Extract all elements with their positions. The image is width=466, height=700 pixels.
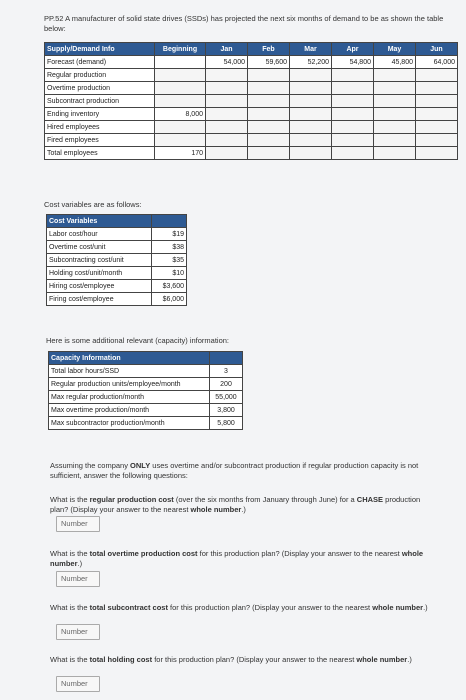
plan-row	[45, 56, 458, 69]
cost-row	[47, 241, 187, 254]
cost-table-body	[47, 228, 187, 306]
capacity-row-label: Max subcontractor production/month	[49, 417, 210, 430]
capacity-row-value: 55,000	[210, 391, 243, 404]
plan-row	[45, 95, 458, 108]
plan-cell	[206, 108, 248, 121]
plan-cell	[290, 108, 332, 121]
plan-cell	[248, 147, 290, 160]
cost-table-header-blank	[152, 215, 187, 228]
plan-cell	[332, 121, 374, 134]
capacity-table-header: Capacity Information	[49, 352, 210, 365]
problem-intro: PP.52 A manufacturer of solid state drives (SSDs) has projected the next six months of demand to be as shown the table below:	[44, 14, 444, 33]
plan-cell	[332, 95, 374, 108]
plan-cell	[206, 69, 248, 82]
plan-cell	[290, 121, 332, 134]
question-1-pre: What is the	[50, 495, 90, 504]
plan-cell	[248, 134, 290, 147]
plan-row	[45, 134, 458, 147]
capacity-row-value: 5,800	[210, 417, 243, 430]
cost-row-value: $3,600	[152, 280, 187, 293]
answer-1-input[interactable]: Number	[56, 516, 100, 532]
capacity-row-label: Max overtime production/month	[49, 404, 210, 417]
plan-cell	[248, 95, 290, 108]
cost-row-value: $19	[152, 228, 187, 241]
question-1-end: .)	[241, 505, 246, 514]
capacity-row	[49, 378, 243, 391]
plan-row-label: Overtime production	[45, 82, 155, 95]
capacity-table	[48, 351, 243, 430]
question-2-post: .)	[77, 559, 83, 568]
question-1-bold2: CHASE	[356, 495, 384, 504]
col-header-feb: Feb	[248, 43, 290, 56]
col-header-supply-demand: Supply/Demand Info	[45, 43, 155, 56]
plan-row	[45, 69, 458, 82]
plan-cell: 64,000	[416, 56, 458, 69]
plan-cell: 45,800	[374, 56, 416, 69]
col-header-may: May	[374, 43, 416, 56]
question-2-mid: for this production plan? (Display your answer to the nearest	[197, 549, 402, 558]
plan-cell	[290, 82, 332, 95]
plan-cell	[374, 82, 416, 95]
capacity-row-label: Regular production units/employee/month	[49, 378, 210, 391]
question-3-mid: for this production plan? (Display your answer to the nearest	[167, 603, 373, 612]
capacity-table-header-blank	[210, 352, 243, 365]
question-1-mid: (over the six months from January through June) for a	[173, 495, 357, 504]
question-1-bold: regular production cost	[89, 495, 174, 504]
plan-cell	[206, 134, 248, 147]
plan-row-label: Fired employees	[45, 134, 155, 147]
plan-cell	[332, 134, 374, 147]
capacity-row-value: 3	[210, 365, 243, 378]
plan-row	[45, 121, 458, 134]
cost-row-value: $38	[152, 241, 187, 254]
plan-cell	[374, 69, 416, 82]
plan-cell: 59,600	[248, 56, 290, 69]
plan-cell	[290, 95, 332, 108]
plan-cell	[416, 82, 458, 95]
plan-cell	[206, 121, 248, 134]
cost-row-value: $6,000	[152, 293, 187, 306]
cost-row	[47, 228, 187, 241]
col-header-beginning: Beginning	[155, 43, 206, 56]
plan-cell	[416, 108, 458, 121]
plan-row	[45, 147, 458, 160]
question-1-post: production plan? (Display your answer to the nearest	[50, 495, 421, 514]
plan-cell	[248, 82, 290, 95]
plan-row	[45, 108, 458, 121]
cost-row	[47, 280, 187, 293]
question-4-pre: What is the	[50, 655, 90, 664]
plan-table-header-row	[45, 43, 458, 56]
capacity-row-label: Total labor hours/SSD	[49, 365, 210, 378]
capacity-row	[49, 365, 243, 378]
answer-4-input[interactable]: Number	[56, 676, 100, 692]
question-4-post: .)	[407, 655, 412, 664]
plan-cell	[248, 121, 290, 134]
plan-row-beginning: 170	[155, 147, 206, 160]
capacity-intro: Here is some additional relevant (capacity) information:	[46, 336, 229, 345]
answer-3-input[interactable]: Number	[56, 624, 100, 640]
plan-cell	[374, 95, 416, 108]
plan-cell	[206, 95, 248, 108]
cost-row-label: Firing cost/employee	[47, 293, 152, 306]
capacity-row-value: 200	[210, 378, 243, 391]
question-3-post: .)	[423, 603, 428, 612]
question-2-pre: What is the	[50, 549, 90, 558]
plan-cell	[374, 108, 416, 121]
question-2-bold: total overtime production cost	[89, 549, 198, 558]
assumption-bold: ONLY	[130, 461, 151, 470]
plan-row-beginning	[155, 95, 206, 108]
assumption-text	[50, 461, 430, 481]
col-header-mar: Mar	[290, 43, 332, 56]
cost-row	[47, 267, 187, 280]
cost-row-value: $10	[152, 267, 187, 280]
plan-row-beginning	[155, 56, 206, 69]
plan-cell	[416, 121, 458, 134]
question-2-text	[50, 549, 430, 569]
plan-row-label: Total employees	[45, 147, 155, 160]
plan-row-beginning	[155, 121, 206, 134]
plan-cell	[206, 82, 248, 95]
plan-row-beginning	[155, 69, 206, 82]
question-1-bold3: whole number	[190, 505, 242, 514]
plan-row-label: Ending inventory	[45, 108, 155, 121]
question-3-bold: total subcontract cost	[89, 603, 168, 612]
capacity-row-label: Max regular production/month	[49, 391, 210, 404]
cost-row	[47, 254, 187, 267]
capacity-table-body	[49, 365, 243, 430]
cost-table-header-row	[47, 215, 187, 228]
plan-row-label: Hired employees	[45, 121, 155, 134]
plan-cell	[332, 147, 374, 160]
capacity-table-header-row	[49, 352, 243, 365]
col-header-jan: Jan	[206, 43, 248, 56]
plan-cell	[416, 134, 458, 147]
plan-cell	[416, 69, 458, 82]
question-4-text	[50, 655, 430, 665]
plan-cell	[332, 82, 374, 95]
plan-cell: 54,800	[332, 56, 374, 69]
plan-cell: 54,000	[206, 56, 248, 69]
plan-row-label: Forecast (demand)	[45, 56, 155, 69]
plan-row-beginning	[155, 134, 206, 147]
plan-row-label: Subcontract production	[45, 95, 155, 108]
plan-cell	[290, 134, 332, 147]
plan-row	[45, 82, 458, 95]
cost-row-label: Hiring cost/employee	[47, 280, 152, 293]
cost-row	[47, 293, 187, 306]
question-4-bold2: whole number	[356, 655, 408, 664]
question-4-mid: for this production plan? (Display your answer to the nearest	[152, 655, 357, 664]
plan-cell	[290, 147, 332, 160]
plan-cell	[290, 69, 332, 82]
plan-row-label: Regular production	[45, 69, 155, 82]
answer-2-input[interactable]: Number	[56, 571, 100, 587]
question-3-pre: What is the	[50, 603, 90, 612]
plan-row-beginning	[155, 82, 206, 95]
cost-table-header: Cost Variables	[47, 215, 152, 228]
plan-cell	[416, 147, 458, 160]
capacity-row	[49, 404, 243, 417]
cost-row-label: Holding cost/unit/month	[47, 267, 152, 280]
col-header-jun: Jun	[416, 43, 458, 56]
plan-cell	[374, 121, 416, 134]
cost-row-value: $35	[152, 254, 187, 267]
capacity-row	[49, 391, 243, 404]
plan-cell	[416, 95, 458, 108]
cost-intro: Cost variables are as follows:	[44, 200, 142, 209]
plan-cell: 52,200	[290, 56, 332, 69]
question-2-bold2: whole number	[50, 549, 424, 568]
assumption-pre: Assuming the company	[50, 461, 131, 470]
plan-cell	[248, 108, 290, 121]
plan-table-body	[45, 56, 458, 160]
question-3-text	[50, 603, 430, 613]
question-4-bold: total holding cost	[89, 655, 153, 664]
plan-cell	[248, 69, 290, 82]
plan-cell	[332, 108, 374, 121]
cost-row-label: Labor cost/hour	[47, 228, 152, 241]
cost-table	[46, 214, 187, 306]
capacity-row-value: 3,800	[210, 404, 243, 417]
plan-cell	[332, 69, 374, 82]
plan-cell	[206, 147, 248, 160]
question-1-text	[50, 495, 430, 515]
col-header-apr: Apr	[332, 43, 374, 56]
plan-cell	[374, 134, 416, 147]
cost-row-label: Subcontracting cost/unit	[47, 254, 152, 267]
plan-cell	[374, 147, 416, 160]
capacity-row	[49, 417, 243, 430]
plan-table	[44, 42, 458, 160]
assumption-post: uses overtime and/or subcontract production if regular production capacity is not sufficient, answer the following questions:	[50, 461, 419, 480]
question-3-bold2: whole number	[372, 603, 424, 612]
cost-row-label: Overtime cost/unit	[47, 241, 152, 254]
plan-row-beginning: 8,000	[155, 108, 206, 121]
